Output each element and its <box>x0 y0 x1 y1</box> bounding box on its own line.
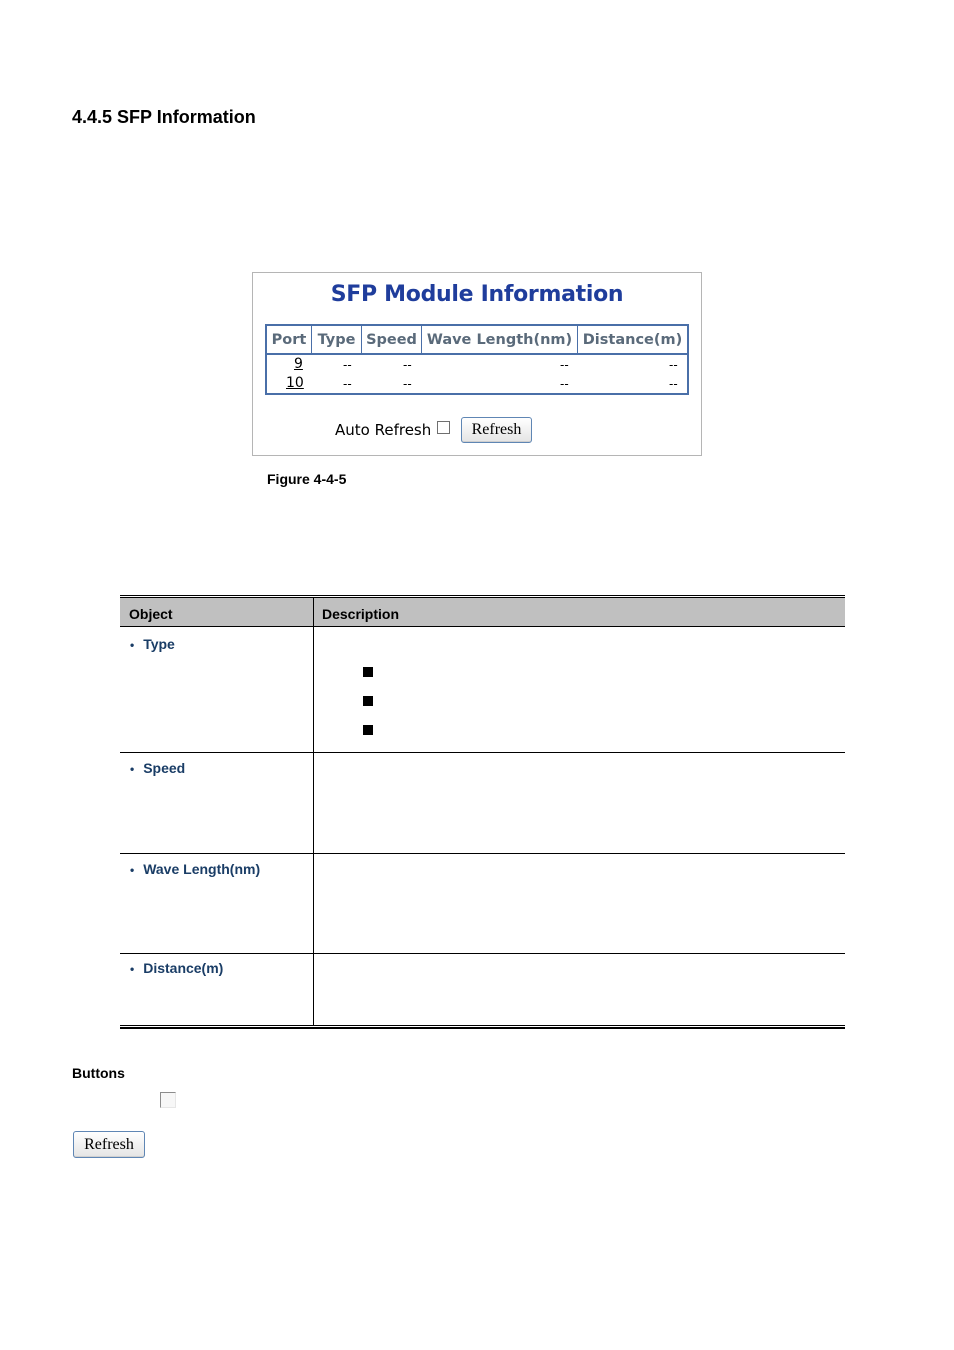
object-item-type: • Type <box>130 636 175 652</box>
row-divider <box>120 752 845 753</box>
table-row <box>267 355 687 374</box>
square-bullet-icon <box>363 667 373 677</box>
bullet-icon: • <box>130 863 135 877</box>
table-bottom-rule <box>120 1025 845 1029</box>
distance-value: -- <box>669 358 678 372</box>
auto-refresh-label: Auto Refresh <box>335 421 432 439</box>
panel-title: SFP Module Information <box>330 282 624 307</box>
sfp-table-header <box>267 326 687 355</box>
row-divider <box>120 853 845 854</box>
col-wave-length: Wave Length(nm) <box>422 326 578 353</box>
section-title: 4.4.5 SFP Information <box>72 107 256 127</box>
buttons-label: Buttons <box>72 1065 125 1081</box>
square-bullet-icon <box>363 696 373 706</box>
col-distance: Distance(m) <box>578 326 687 353</box>
col-type: Type <box>312 326 362 353</box>
type-value: -- <box>343 377 352 391</box>
port-link[interactable]: 10 <box>286 375 304 391</box>
col-port: Port <box>267 326 312 353</box>
header-object: Object <box>129 606 173 622</box>
speed-value: -- <box>403 377 412 391</box>
sfp-module-panel <box>252 272 702 456</box>
square-bullet-icon <box>363 725 373 735</box>
figure-caption: Figure 4-4-5 <box>267 471 347 487</box>
bullet-icon: • <box>130 638 135 652</box>
row-divider <box>120 953 845 954</box>
object-item-speed: • Speed <box>130 760 186 776</box>
auto-refresh-checkbox[interactable] <box>437 421 450 434</box>
column-divider <box>313 598 314 1026</box>
table-header <box>120 598 845 627</box>
speed-value: -- <box>403 358 412 372</box>
header-description: Description <box>322 606 400 622</box>
object-item-wave-length: • Wave Length(nm) <box>130 861 261 877</box>
table-row <box>267 374 687 393</box>
port-link[interactable]: 9 <box>294 356 303 372</box>
bullet-icon: • <box>130 962 135 976</box>
refresh-button[interactable]: Refresh <box>461 417 532 443</box>
auto-refresh-checkbox-sample[interactable] <box>160 1092 176 1108</box>
wave-length-value: -- <box>560 377 569 391</box>
refresh-button-sample[interactable]: Refresh <box>73 1131 145 1158</box>
object-item-distance: • Distance(m) <box>130 960 224 976</box>
type-value: -- <box>343 358 352 372</box>
sfp-table <box>265 324 689 395</box>
bullet-icon: • <box>130 762 135 776</box>
wave-length-value: -- <box>560 358 569 372</box>
col-speed: Speed <box>362 326 422 353</box>
distance-value: -- <box>669 377 678 391</box>
